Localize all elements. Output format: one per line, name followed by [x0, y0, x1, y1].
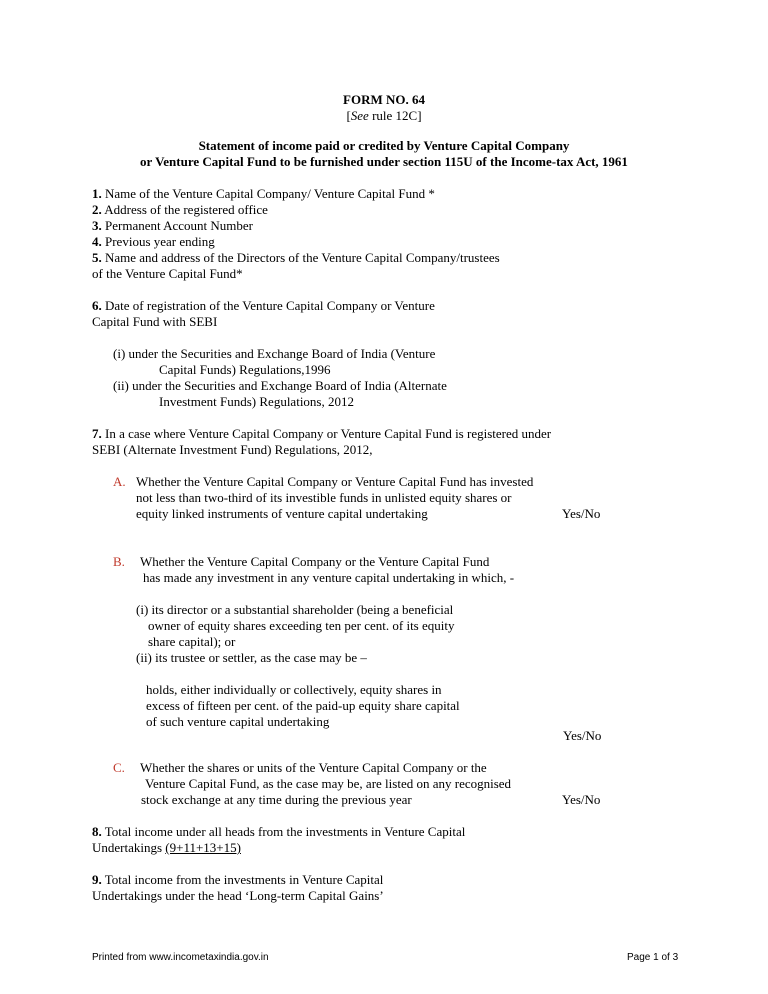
item-8-text: Total income under all heads from the investments in Venture Capital	[101, 824, 466, 839]
item-6-sub-ii-line-1: (ii) under the Securities and Exchange Board of India (Alternate	[113, 378, 447, 393]
item-7b-holds-line-3: of such venture capital undertaking	[146, 714, 330, 729]
item-3	[92, 218, 253, 234]
item-5	[92, 250, 500, 266]
item-8	[92, 824, 465, 840]
item-9-text: Total income from the investments in Venture Capital	[101, 872, 384, 887]
item-5-line-2: of the Venture Capital Fund*	[92, 266, 243, 281]
item-7c-line-1: Whether the shares or units of the Venture Capital Company or the	[140, 760, 487, 775]
item-7b-ii-line-1: (ii) its trustee or settler, as the case may be –	[136, 650, 367, 665]
item-1-number: 1.	[92, 186, 102, 201]
item-7b-line-2: has made any investment in any venture capital undertaking in which, -	[143, 570, 515, 585]
item-9	[92, 872, 383, 888]
footer-page-number: Page 1 of 3	[627, 952, 679, 963]
item-7c-label: C.	[113, 760, 125, 775]
rule-rest: rule 12C]	[368, 108, 422, 123]
item-7b-yes-no: Yes/No	[563, 728, 602, 743]
item-7-text: In a case where Venture Capital Company or Venture Capital Fund is registered under	[101, 426, 552, 441]
item-9-number: 9.	[92, 872, 102, 887]
item-8-line-2	[92, 840, 241, 856]
rule-see: See	[350, 108, 369, 123]
item-6-sub-ii-line-2: Investment Funds) Regulations, 2012	[159, 394, 354, 409]
item-6-sub-i-line-1: (i) under the Securities and Exchange Board of India (Venture	[113, 346, 436, 361]
item-8-schedule-reference: (9+11+13+15)	[165, 840, 241, 855]
item-4-text: Previous year ending	[101, 234, 215, 249]
form-number: FORM NO. 64	[343, 92, 425, 107]
rule-open-bracket: [	[346, 108, 351, 123]
item-2	[92, 202, 268, 218]
item-9-line-2: Undertakings under the head ‘Long-term Capital Gains’	[92, 888, 384, 903]
item-8-line-2-prefix: Undertakings	[92, 840, 166, 855]
item-7c-line-3: stock exchange at any time during the previous year	[141, 792, 412, 807]
item-7a-line-1: Whether the Venture Capital Company or Venture Capital Fund has invested	[136, 474, 534, 489]
item-7c-yes-no: Yes/No	[562, 792, 601, 807]
item-7c-line-2: Venture Capital Fund, as the case may be, are listed on any recognised	[145, 776, 512, 791]
item-7b-label: B.	[113, 554, 125, 569]
item-1	[92, 186, 435, 202]
item-7b-i-line-3: share capital); or	[148, 634, 236, 649]
item-6-number: 6.	[92, 298, 102, 313]
item-5-number: 5.	[92, 250, 102, 265]
title-line-1: Statement of income paid or credited by Venture Capital Company	[198, 138, 570, 153]
item-7b-i-line-2: owner of equity shares exceeding ten per cent. of its equity	[148, 618, 455, 633]
title-line-2: or Venture Capital Fund to be furnished under section 115U of the Income-tax Act, 1961	[140, 154, 628, 169]
item-7-number: 7.	[92, 426, 102, 441]
item-8-number: 8.	[92, 824, 102, 839]
item-6	[92, 298, 435, 314]
item-7b-i-line-1: (i) its director or a substantial shareholder (being a beneficial	[136, 602, 454, 617]
item-3-text: Permanent Account Number	[101, 218, 254, 233]
item-7a-line-3: equity linked instruments of venture capital undertaking	[136, 506, 428, 521]
item-7a-label: A.	[113, 474, 126, 489]
rule-reference	[0, 108, 768, 124]
footer-printed-from: Printed from www.incometaxindia.gov.in	[92, 952, 269, 963]
item-2-number: 2.	[92, 202, 102, 217]
item-6-sub-i-line-2: Capital Funds) Regulations,1996	[159, 362, 331, 377]
item-7a-line-2: not less than two-third of its investible funds in unlisted equity shares or	[136, 490, 512, 505]
item-5-text: Name and address of the Directors of the Venture Capital Company/trustees	[101, 250, 500, 265]
item-6-text: Date of registration of the Venture Capital Company or Venture	[101, 298, 435, 313]
item-4-number: 4.	[92, 234, 102, 249]
item-4	[92, 234, 215, 250]
item-7b-line-1: Whether the Venture Capital Company or the Venture Capital Fund	[140, 554, 490, 569]
item-3-number: 3.	[92, 218, 102, 233]
item-6-line-2: Capital Fund with SEBI	[92, 314, 218, 329]
item-7b-holds-line-1: holds, either individually or collectively, equity shares in	[146, 682, 442, 697]
item-7a-yes-no: Yes/No	[562, 506, 601, 521]
item-2-text: Address of the registered office	[101, 202, 268, 217]
item-7	[92, 426, 551, 442]
item-1-text: Name of the Venture Capital Company/ Venture Capital Fund *	[101, 186, 435, 201]
item-7-line-2: SEBI (Alternate Investment Fund) Regulations, 2012,	[92, 442, 373, 457]
item-7b-holds-line-2: excess of fifteen per cent. of the paid-up equity share capital	[146, 698, 460, 713]
